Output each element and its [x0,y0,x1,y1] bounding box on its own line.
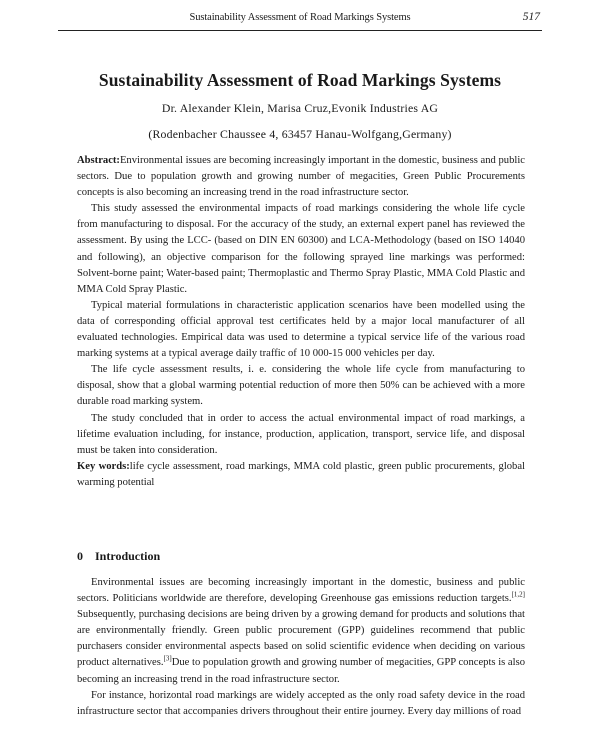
intro-paragraph: Environmental issues are becoming increasingly important in the domestic, business and public sectors. Politicians worldwide are therefore, developing Greenhouse gas emissions reduction targets.[1,2] Subsequently, purchasing decisions are being driven by a growing demand for products and solutions that are environmentally friendly. Green public procurement (GPP) guidelines recommend that public purchasers consider environmental aspects based on solid scientific evidence when deciding on various product alternatives.[3]Due to population growth and growing number of megacities, GPP concepts is also becoming an increasing trend in the road infrastructure sector. [77,577,525,685]
citation-ref: [1,2] [511,590,525,599]
keywords-line [77,459,525,491]
running-title: Sustainability Assessment of Road Markings Systems [189,12,411,23]
section-number: 0 [77,549,83,563]
citation-ref: [3] [163,654,172,663]
author-line: Dr. Alexander Klein, Marisa Cruz,Evonik Industries AG [161,101,439,115]
introduction-body [77,575,525,720]
paper-title: Sustainability Assessment of Road Markings Systems [98,70,502,90]
abstract-block [77,153,525,491]
abstract-paragraph: The study concluded that in order to access the actual environmental impact of road markings, a lifetime evaluation including, for instance, production, application, transport, service life, and disposal must be taken into consideration. [77,412,525,456]
affiliation-line: (Rodenbacher Chaussee 4, 63457 Hanau-Wolfgang,Germany) [148,127,452,141]
header-rule-right [448,30,542,31]
abstract-paragraph: Typical material formulations in characteristic application scenarios have been modelled using the data of corresponding official approval test certificates held by a major local manufacturer of all evaluated technologies. Empirical data was used to determine a typical service life of the various road marking systems at a typical average daily traffic of 10 000-15 000 vehicles per day. [77,299,525,360]
page-number: 517 [522,11,540,23]
header-rule-left [58,30,136,31]
intro-paragraph: For instance, horizontal road markings are widely accepted as the only road safety device in the road infrastructure sector that accompanies drivers throughout their entire journey. Every day millions of road [77,689,525,717]
section-heading-text: Introduction [95,549,161,563]
keywords-text: life cycle assessment, road markings, MMA cold plastic, green public procurements, global warming potential [77,460,525,488]
abstract-paragraph: The life cycle assessment results, i. e. considering the whole life cycle from manufacturing to disposal, show that a global warming potential reduction of more then 50% can be achieved with a more durable road marking system. [77,364,525,408]
running-header [58,8,542,31]
abstract-label: Abstract: [77,155,120,166]
keywords-label: Key words: [77,460,130,472]
abstract-paragraph: Abstract:Environmental issues are becoming increasingly important in the domestic, business and public sectors. Due to population growth and growing number of megacities, Green Public Procurements concepts is also becoming an increasing trend in the road infrastructure sector. [77,155,525,199]
section-heading-introduction [77,549,160,564]
abstract-paragraph: This study assessed the environmental impacts of road markings considering the whole life cycle from manufacturing to disposal. For the accuracy of the study, an external expert panel has reviewed the assessment. By using the LCC- (based on DIN EN 60300) and LCA-Methodology (based on ISO 14040 and following), an objective comparison for the following sprayed line markings was performed: Solvent-borne paint; Water-based paint; Thermoplastic and Thermo Spray Plastic, MMA Cold Plastic and MMA Cold Spray Plastic. [77,203,525,295]
